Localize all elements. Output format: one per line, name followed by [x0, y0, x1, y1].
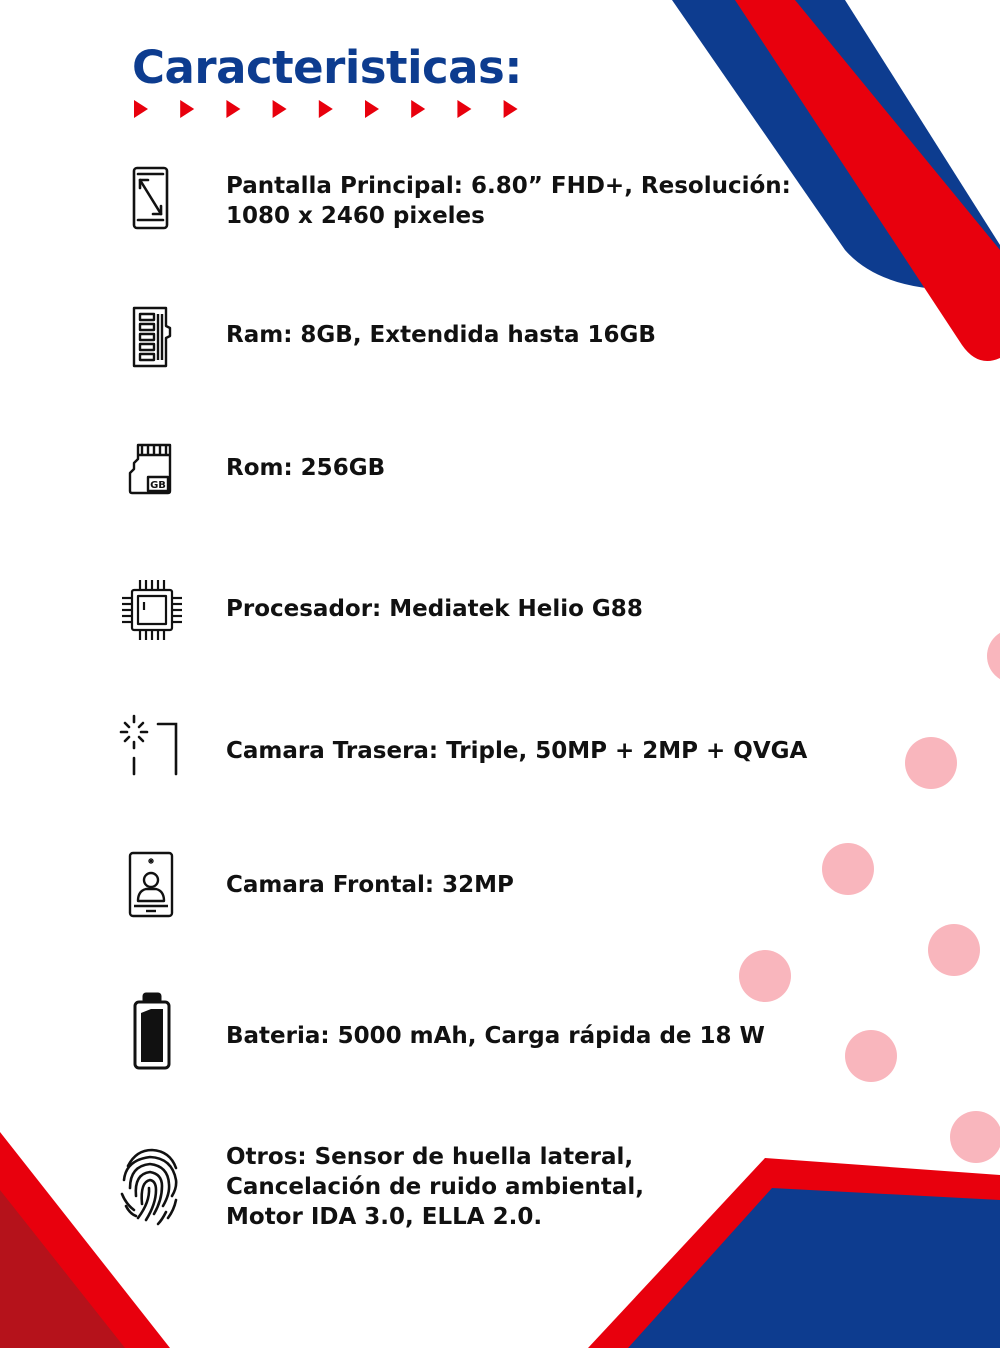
red-arrow-icon: [319, 100, 333, 118]
pink-dot: [822, 843, 874, 895]
feature-line: Pantalla Principal: 6.80” FHD+, Resolución:: [226, 173, 791, 199]
ram-memory-icon: [118, 304, 186, 372]
pink-dot: [739, 950, 791, 1002]
red-arrow-icon: [273, 100, 287, 118]
feature-line: Otros: Sensor de huella lateral,: [226, 1144, 634, 1170]
feature-line: Rom: 256GB: [226, 455, 386, 481]
feature-line: Ram: 8GB, Extendida hasta 16GB: [226, 322, 656, 348]
pink-dot: [845, 1030, 897, 1082]
arrow-row: [132, 98, 532, 122]
feature-line: Camara Trasera: Triple, 50MP + 2MP + QVGA: [226, 738, 808, 764]
red-arrow-icon: [226, 100, 240, 118]
feature-text: [226, 171, 806, 231]
feature-text: [226, 736, 806, 766]
pink-dot: [905, 737, 957, 789]
sd-card-label: GB: [150, 480, 166, 491]
front-camera-selfie-icon: [118, 850, 186, 918]
pink-dot: [950, 1111, 1000, 1163]
red-arrow-icon: [411, 100, 425, 118]
red-arrow-icon: [504, 100, 518, 118]
feature-line: Motor IDA 3.0, ELLA 2.0.: [226, 1204, 543, 1230]
feature-line: Camara Frontal: 32MP: [226, 872, 514, 898]
feature-line: Bateria: 5000 mAh, Carga rápida de 18 W: [226, 1023, 765, 1049]
feature-line: Procesador: Mediatek Helio G88: [226, 596, 643, 622]
feature-line: Cancelación de ruido ambiental,: [226, 1174, 644, 1200]
feature-text: [226, 453, 806, 483]
feature-text: [226, 870, 806, 900]
pink-dot: [987, 629, 1000, 683]
processor-chip-icon: [118, 576, 186, 644]
red-arrow-icon: [365, 100, 379, 118]
page-title: Caracteristicas:: [132, 41, 522, 94]
feature-text: [226, 594, 806, 624]
sd-card-icon: [118, 437, 186, 505]
fingerprint-icon: [116, 1144, 184, 1212]
red-arrow-icon: [180, 100, 194, 118]
feature-text: [226, 1021, 806, 1051]
red-arrow-icon: [457, 100, 471, 118]
red-arrow-icon: [134, 100, 148, 118]
feature-text: [226, 320, 806, 350]
pink-dot: [928, 924, 980, 976]
feature-line: 1080 x 2460 pixeles: [226, 203, 485, 229]
feature-text: [226, 1142, 806, 1232]
battery-icon: [118, 991, 186, 1059]
rear-camera-flash-icon: [118, 712, 186, 780]
smartphone-expand-icon: [118, 165, 186, 233]
